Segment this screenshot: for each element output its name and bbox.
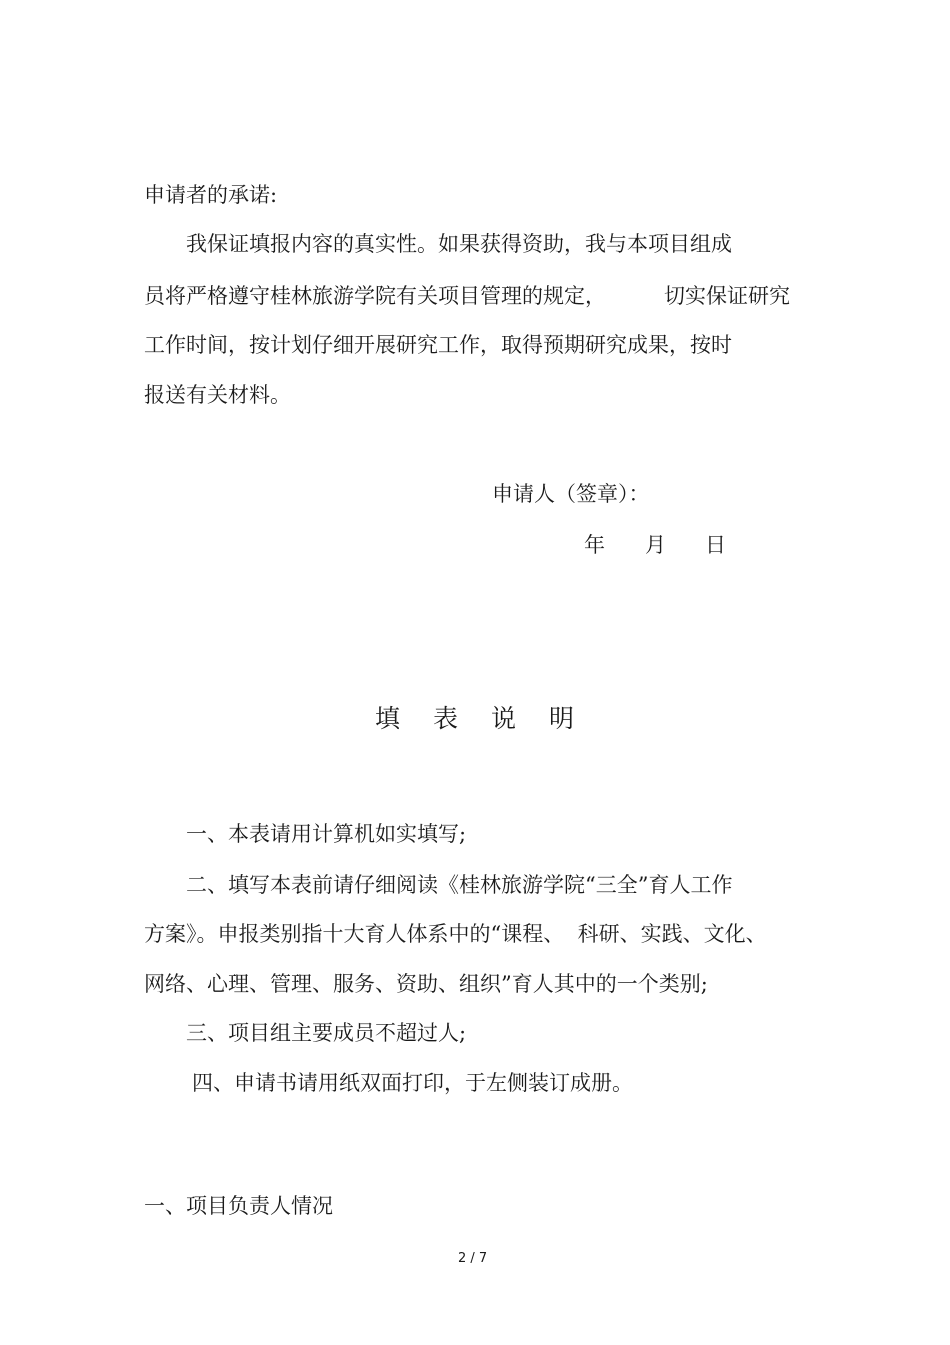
section-heading: 一、项目负责人情况	[144, 1194, 333, 1218]
instruction-item-3: 三、项目组主要成员不超过人;	[186, 1021, 467, 1045]
instructions-title-char-3: 说	[491, 704, 517, 733]
pledge-line-1: 我保证填报内容的真实性。如果获得资助，我与本项目组成	[186, 232, 732, 256]
pledge-line-3: 工作时间，按计划仔细开展研究工作，取得预期研究成果，按时	[144, 333, 732, 357]
date-day-label: 日	[705, 533, 726, 557]
pledge-line-2: 员将严格遵守桂林旅游学院有关项目管理的规定，	[144, 284, 606, 308]
date-year-label: 年	[584, 533, 605, 557]
instruction-item-2-cont-2: 网络、心理、管理、服务、资助、组织”育人其中的一个类别;	[144, 972, 708, 996]
signature-label: 申请人（签章）：	[492, 482, 650, 506]
instructions-title-char-2: 表	[433, 704, 459, 733]
instruction-item-2-cont: 方案》。申报类别指十大育人体系中的“课程、 科研、实践、文化、	[144, 922, 767, 946]
page-number: 2 / 7	[458, 1251, 488, 1266]
instructions-title-char-4: 明	[549, 704, 575, 733]
pledge-heading: 申请者的承诺:	[144, 183, 278, 207]
instruction-item-1: 一、本表请用计算机如实填写;	[186, 822, 467, 846]
instructions-title-char-1: 填	[375, 704, 401, 733]
pledge-line-2-end: 切实保证研究	[664, 284, 790, 308]
instruction-item-4: 四、申请书请用纸双面打印，于左侧装订成册。	[192, 1071, 633, 1095]
pledge-line-4: 报送有关材料。	[144, 383, 291, 407]
date-month-label: 月	[645, 533, 666, 557]
instruction-item-2: 二、填写本表前请仔细阅读《桂林旅游学院“三全”育人工作	[186, 873, 733, 897]
